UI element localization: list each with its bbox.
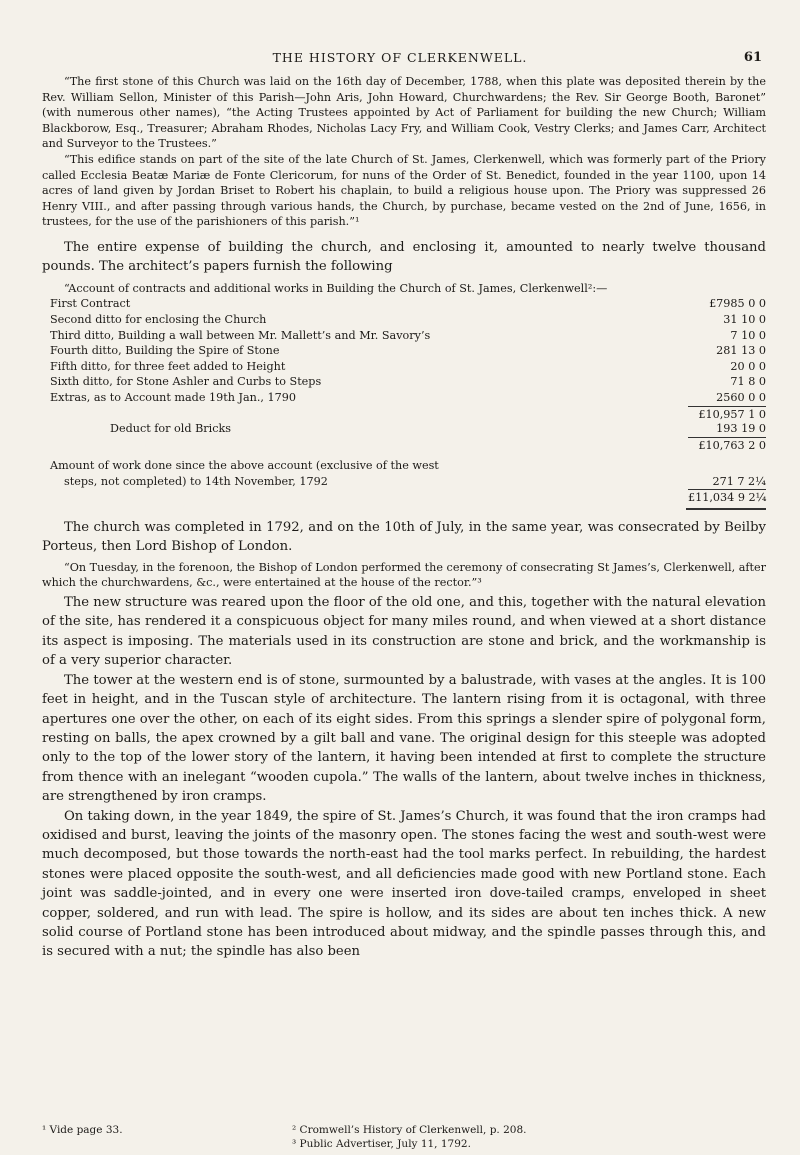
account-deduct-amount: 193 19 0 xyxy=(716,422,766,436)
account-row-label: Fourth ditto, Building the Spire of Stone xyxy=(50,344,280,358)
account-additional-amount: 271 7 2¼ xyxy=(712,474,766,488)
page-number: 61 xyxy=(743,50,762,65)
account-table xyxy=(42,281,766,510)
account-rows xyxy=(42,296,766,405)
quote-edifice-site: “This edifice stands on part of the site of the late Church of St. James, Clerkenwell, which was formerly part of the Priory called Ecclesia Beatæ Mariæ de Fonte Clericorum, for nuns of the Order of St. Benedict, founded in the year 1100, upon 14 acres of land given by Jordan Briset to Robert his chaplain, to build a religious house upon. The Priory was suppressed 26 Henry VIII., and after passing through various hands, the Church, by purchase, became vested on the 2nd of June, 1656, in trustees, for the use of the parishioners of this parish.”¹ xyxy=(42,152,766,229)
footnotes xyxy=(42,1124,766,1151)
account-grand-total: £11,034 9 2¼ xyxy=(688,491,767,505)
account-row xyxy=(50,374,766,390)
paragraph-structure: The new structure was reared upon the floor of the old one, and this, together with the natural elevation of the site, has rendered it a conspicuous object for many miles round, and when viewed at a short distance its aspect is imposing. The materials used in its construction are stone and brick, and the workmanship is of a very superior character. xyxy=(42,595,766,669)
account-subtotal-row xyxy=(42,406,766,422)
paragraph-spire-rebuilding: On taking down, in the year 1849, the spire of St. James’s Church, it was found that the iron cramps had oxidised and burst, leaving the joints of the masonry open. The stones facing the west and south-west were much decomposed, but those towards the north-east had the tool marks perfect. In rebuilding, the hardest stones were placed opposite the south-west, and all deficiencies made good with new Portland stone. Each joint was saddle-jointed, and in every one were inserted iron dove-tailed cramps, enveloped in sheet copper, soldered, and run with lead. The spire is hollow, and its sides are about ten inches thick. A new solid course of Portland stone has been introduced about midway, and the spindle passes through this, and is secured with a nut; the spindle has also been xyxy=(42,808,766,960)
footnote-2: ² Cromwell’s History of Clerkenwell, p. 208. xyxy=(292,1124,527,1136)
account-row-label: Extras, as to Account made 19th Jan., 1790 xyxy=(50,390,297,404)
account-row-label: Sixth ditto, for Stone Ashler and Curbs to Steps xyxy=(50,375,322,389)
account-additional-row-2 xyxy=(42,474,766,490)
quote-consecration: “On Tuesday, in the forenoon, the Bishop of London performed the ceremony of consecrating St James’s, Clerkenwell, after which the churchwardens, &c., were entertained at the house of the rector.”³ xyxy=(42,560,766,590)
account-row-amount: 2560 0 0 xyxy=(716,390,766,404)
quote-foundation-plate: “The first stone of this Church was laid on the 16th day of December, 1788, when this plate was deposited therein by the Rev. William Sellon, Minister of this Parish—John Aris, John Howard, Churchwardens; the Rev. Sir George Booth, Baronet” (with numerous other names), “the Acting Trustees appointed by Act of Parliament for building the new Church; William Blackborow, Esq., Treasurer; Abraham Rhodes, Nicholas Lacy Fry, and William Cook, Vestry Clerks; and James Carr, Architect and Surveyor to the Trustees.” xyxy=(42,75,766,151)
account-row-amount: 31 10 0 xyxy=(723,312,766,326)
account-net: £10,763 2 0 xyxy=(688,437,766,454)
account-subtotal: £10,957 1 0 xyxy=(688,406,766,423)
account-row xyxy=(50,343,766,359)
footnote-1: ¹ Vide page 33. xyxy=(42,1124,123,1136)
running-title: THE HISTORY OF CLERKENWELL. xyxy=(272,50,528,65)
footnote-3: ³ Public Advertiser, July 11, 1792. xyxy=(292,1137,471,1150)
account-row xyxy=(50,390,766,406)
account-row xyxy=(50,312,766,328)
account-grand-total-row xyxy=(42,489,766,505)
account-row-label: Fifth ditto, for three feet added to Height xyxy=(50,359,286,373)
page-content xyxy=(42,74,766,962)
account-row-label: Third ditto, Building a wall between Mr. Mallett’s and Mr. Savory’s xyxy=(50,328,431,342)
account-deduct-label: Deduct for old Bricks xyxy=(110,422,232,436)
account-deduct-row xyxy=(42,421,766,437)
account-row-label: First Contract xyxy=(50,297,131,311)
account-row-amount: 281 13 0 xyxy=(716,344,766,358)
account-row-amount: 20 0 0 xyxy=(730,359,766,373)
account-additional-label-2: steps, not completed) to 14th November, 1792 xyxy=(64,474,328,488)
paragraph-expense: The entire expense of building the church, and enclosing it, amounted to nearly twelve thousand pounds. The architect’s papers furnish the following xyxy=(42,239,766,275)
account-row xyxy=(50,359,766,375)
account-row xyxy=(50,328,766,344)
account-net-row xyxy=(42,437,766,453)
account-row-amount: 71 8 0 xyxy=(730,375,766,389)
account-row-amount: £7985 0 0 xyxy=(709,297,766,311)
paragraph-tower: The tower at the western end is of stone, surmounted by a balustrade, with vases at the angles. It is 100 feet in height, and in the Tuscan style of architecture. The lantern rising from it is octagonal, with three apertures one over the other, on each of its eight sides. From this springs a slender spire of polygonal form, resting on balls, the apex crowned by a gilt ball and vane. The original design for this steeple was adopted only to the top of the lower story of the lantern, it having been intended at first to complete the structure from thence with an inelegant “wooden cupola.” The walls of the lantern, about twelve inches in thickness, are strengthened by iron cramps. xyxy=(42,672,766,805)
account-row-amount: 7 10 0 xyxy=(730,328,766,342)
paragraph-completion: The church was completed in 1792, and on the 10th of July, in the same year, was consecrated by Beilby Porteus, then Lord Bishop of London. xyxy=(42,520,766,555)
account-row xyxy=(50,296,766,312)
account-row-label: Second ditto for enclosing the Church xyxy=(50,312,267,326)
account-heading: “Account of contracts and additional works in Building the Church of St. James, Clerkenwell²:— xyxy=(64,281,608,295)
account-additional-row-1 xyxy=(42,458,766,474)
account-additional-label-1: Amount of work done since the above account (exclusive of the west xyxy=(50,459,439,473)
